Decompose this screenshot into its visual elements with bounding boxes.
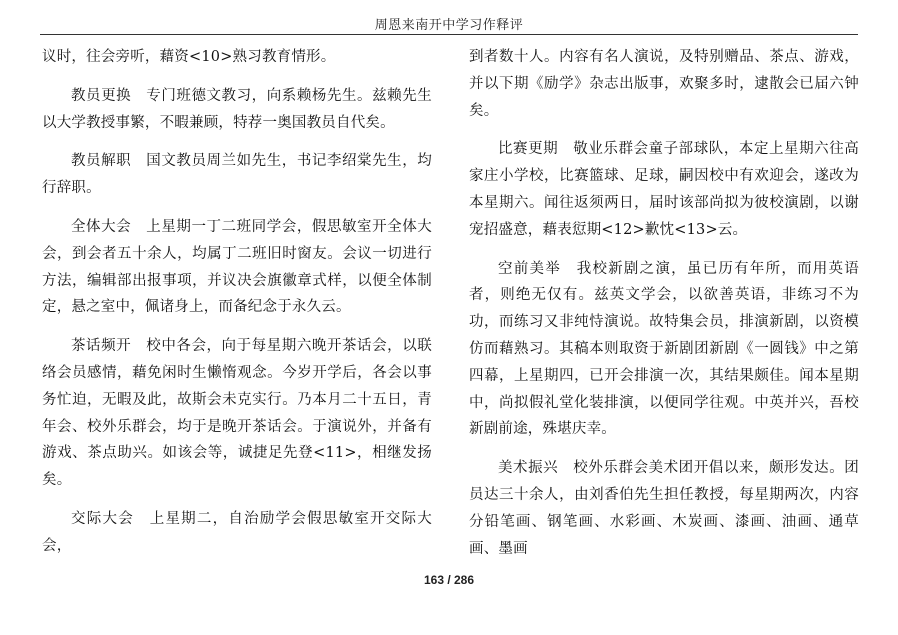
paragraph: 教员解职 国文教员周兰如先生，书记李绍棠先生，均行辞职。 <box>42 153 432 197</box>
paragraph: 到者数十人。内容有名人演说，及特别赠品、茶点、游戏，并以下期《励学》杂志出版事，欢聚多时，逮散会已届六钟矣。 <box>469 49 859 119</box>
paragraph: 美术振兴 校外乐群会美术团开倡以来，颇形发达。团员达三十余人，由刘香伯先生担任教授，每星期两次，内容分铅笔画、钢笔画、水彩画、木炭画、漆画、油画、通草画、墨画 <box>469 460 859 557</box>
paragraph: 茶话频开 校中各会，向于每星期六晚开茶话会，以联络会员感情，藉免闲时生懒惰观念。今岁开学后，各会以事务忙迫，无暇及此，故斯会未克实行。乃本月二十五日，青年会、校外乐群会，均于是晚开茶话会。于演说外，并备有游戏、茶点助兴。如该会等，诚捷足先登<11>，相继发扬矣。 <box>42 338 432 489</box>
paragraph: 交际大会 上星期二，自治励学会假思敏室开交际大会， <box>42 510 432 554</box>
paragraph: 议时，往会旁听，藉资<10>熟习教育情形。 <box>42 49 336 65</box>
page-number: 163 / 286 <box>423 573 475 587</box>
page-header-title: 周恩来南开中学习作释评 <box>374 18 524 33</box>
right-column <box>469 44 859 562</box>
header-divider <box>40 34 858 35</box>
paragraph: 比赛更期 敬业乐群会童子部球队，本定上星期六往高家庄小学校，比赛篮球、足球，嗣因校中有欢迎会，遂改为本星期六。闻往返须两日，届时该部尚拟为彼校演剧，以谢宠招盛意，藉表愆期<12>歉忱<13>云。 <box>469 141 859 238</box>
paragraph: 教员更换 专门班德文教习，向系赖杨先生。兹赖先生以大学教授事繁，不暇兼顾，特荐一奥国教员自代矣。 <box>42 87 432 131</box>
paragraph: 空前美举 我校新剧之演，虽已历有年所，而用英语者，则绝无仅有。兹英文学会，以欲善英语，非练习不为功，而练习又非纯恃演说。故特集会员，排演新剧，以资模仿而藉熟习。其稿本则取资于新剧团新剧《一圆钱》中之第四幕，上星期四，已开会排演一次，其结果颇佳。闻本星期中，尚拟假礼堂化装排演，以便同学往观。中英并兴，吾校新剧前途，殊堪庆幸。 <box>469 260 859 438</box>
left-column <box>42 44 432 560</box>
paragraph: 全体大会 上星期一丁二班同学会，假思敏室开全体大会，到会者五十余人，均属丁二班旧时窗友。会议一切进行方法，编辑部出报事项，并议决会旗徽章式样，以便全体制定，悬之室中，佩诸身上，而备纪念于永久云。 <box>42 218 432 316</box>
